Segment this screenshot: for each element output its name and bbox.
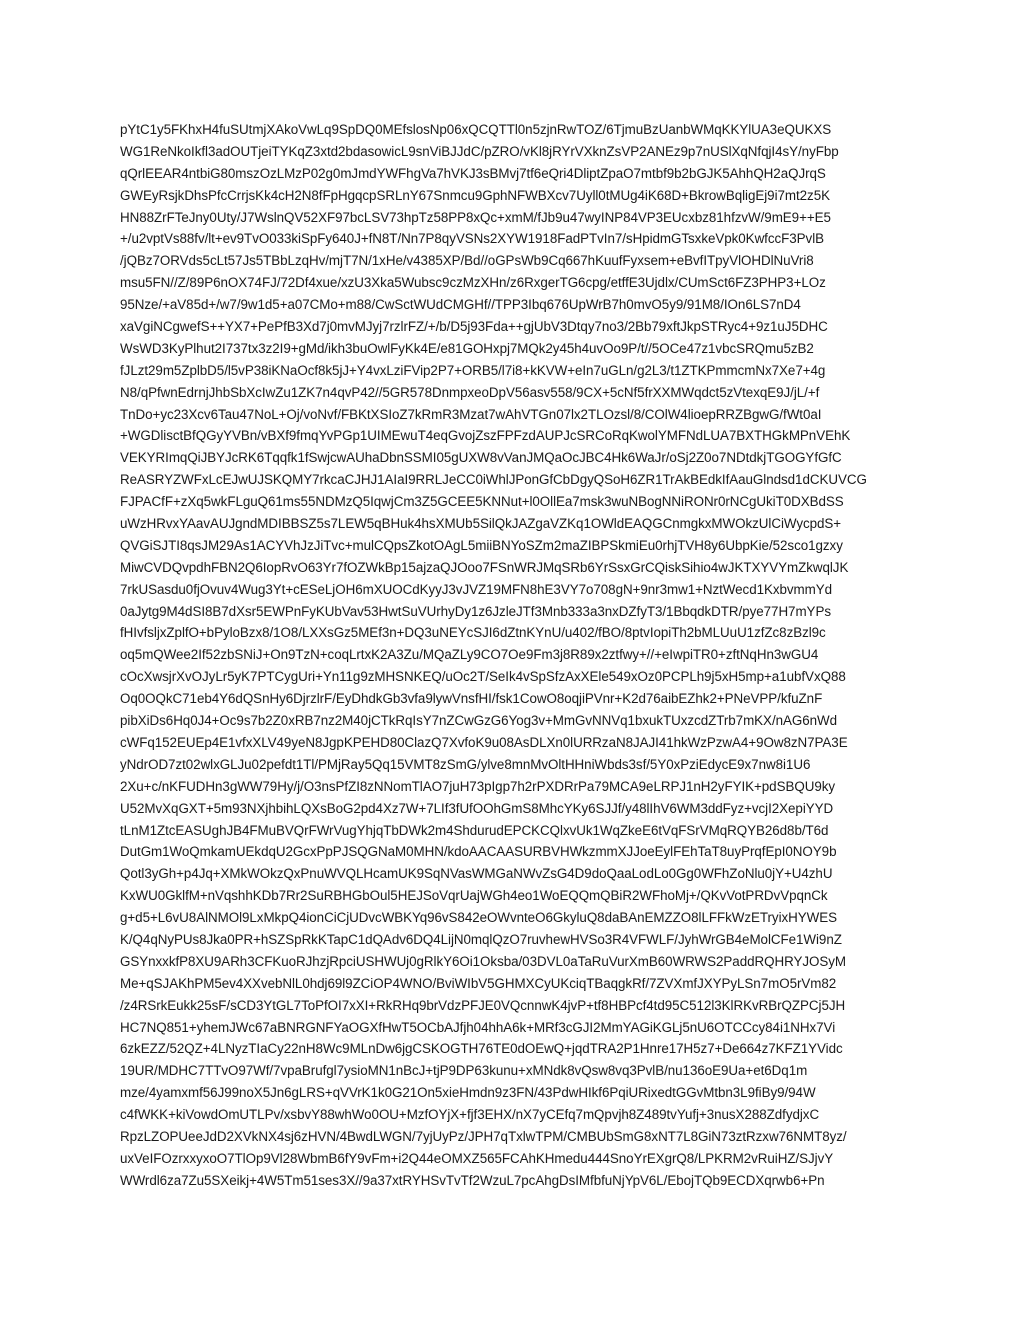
text-line: WWrdl6za7Zu5SXeikj+4W5Tm51ses3X//9a37xtRYHSvTvTf2WzuL7pcAhgDsIMfbfuNjYpV6L/EbojTQb9ECDXqrwb6+Pn (120, 1172, 825, 1188)
text-line: c4fWKK+kiVowdOmUTLPv/xsbvY88whWo0OU+MzfOYjX+fjf3EHX/nX7yCEfq7mQpvjh8Z489tvYufj+3nusX288ZdfydjxC (120, 1107, 820, 1123)
text-line: 95Nze/+aV85d+/w7/9w1d5+a07CMo+m88/CwSctWUdCMGHf//TPP3Ibq676UpWrB7h0mvO5y9/91M8/IOn6LS7nD4 (120, 297, 801, 313)
text-line: WG1ReNkoIkfl3adOUTjeiTYKqZ3xtd2bdasowicL9snViBJJdC/pZRO/vKl8jRYrVXknZsVP2ANEz9p7nUSlXqNfqjI4sY/nyFbp (120, 143, 839, 159)
text-line: 0aJytg9M4dSI8B7dXsr5EWPnFyKUbVav53HwtSuVUrhyDy1z6JzleJTf3Mnb333a3nxDZfyT3/1BbqdkDTR/pye77H7mYPs (120, 603, 831, 619)
text-line: Qotl3yGh+p4Jq+XMkWOkzQxPnuWVQLHcamUK9SqNVasWMGaNWvZsG4D9doQaaLodLo0Gg0WFhZoNlu0jY+U4zhU (120, 866, 833, 882)
text-line: pibXiDs6Hq0J4+Oc9s7b2Z0xRB7nz2M40jCTkRqIsY7nZCwGzG6Yog3v+MmGvNNVq1bxukTUxzcdZTrb7mKX/nAG6nWd (120, 713, 838, 729)
text-line: tLnM1ZtcEASUghJB4FMuBVQrFWrVugYhjqTbDWk2m4ShdurudEPCKCQlxvUk1WqZkeE6tVqFSrVMqRQYB26d8b/T6d (120, 822, 829, 838)
text-line: xaVgiNCgwefS++YX7+PePfB3Xd7j0mvMJyj7rzlrFZ/+/b/D5j93Fda++gjUbV3Dtqy7no3/2Bb79xftJkpSTRyc4+9z1uJ5DHC (120, 319, 828, 335)
text-line: +/u2vptVs88fv/lt+ev9TvO033kiSpFy640J+fN8T/Nn7P8qyVSNs2XYW1918FadPTvIn7/sHpidmGTsxkeVpk0KwfccF3PvlB (120, 231, 825, 247)
text-line: HN88ZrFTeJny0Uty/J7WslnQV52XF97bcLSV73hpTz58PP8xQc+xmM/fJb9u47wyINP84VP3EUcxbz81hfzvW/9mE9++E5 (120, 209, 831, 225)
text-line: RpzLZOPUeeJdD2XVkNX4sj6zHVN/4BwdLWGN/7yjUyPz/JPH7qTxlwTPM/CMBUbSmG8xNT7L8GiN73ztRzxw76NMT8yz/ (120, 1128, 847, 1144)
text-line: fJLzt29m5ZplbD5/l5vP38iKNaOcf8k5jJ+Y4vxLziFVip2P7+ORB5/l7i8+kKVW+eIn7uGLn/g2L3/t1ZTKPmmcmNx7Xe7+4g (120, 362, 826, 378)
text-line: DutGm1WoQmkamUEkdqU2GcxPpPJSQGNaM0MHN/kdoAACAASURBVHWkzmmXJJoeEylFEhTaT8uyPrqfEpI0NOY9b (120, 844, 837, 860)
text-line: g+d5+L6vU8AlNMOl9LxMkpQ4ionCiCjUDvcWBKYq96vS842eOWvnteO6GkyluQ8daBAnEMZZO8lLFFkWzETryixHYWES (120, 910, 837, 926)
text-line: FJPACfF+zXq5wkFLguQ61ms55NDMzQ5IqwjCm3Z5GCEE5KNNut+l0OllEa7msk3wuNBogNNiRONr0rNCgUkiT0DXBdSS (120, 494, 844, 510)
text-line: /jQBz7ORVds5cLt57Js5TBbLzqHv/mjT7N/1xHe/v4385XP/Bd//oGPsWb9Cq667hKuufFyxsem+eBvfITpyVlOHDlNuVri8 (120, 253, 814, 269)
text-line: WsWD3KyPlhut2I737tx3z2I9+gMd/ikh3buOwlFyKk4E/e81GOHxpj7MQk2y45h4uvOo9P/t//5OCe47z1vbcSRQmu5zB2 (120, 340, 814, 356)
text-line: qQrlEEAR4ntbiG80mszOzLMzP02g0mJmdYWFhgVa7hVKJ3sBMvj7tf6eQri4DliptZpaO7mtbf9b2bGJK5AhhQH2aQJrqS (120, 165, 826, 181)
text-line: ReASRYZWFxLcEJwUJSKQMY7rkcaCJHJ1AIaI9RRLJeCC0iWhlJPonGfCbDgyQSoH6ZR1TrAkBEdkIfAauGlndsd1dCKUVCG (120, 472, 867, 488)
text-line: U52MvXqGXT+5m93NXjhbihLQXsBoG2pd4Xz7W+7LIf3fUfOOhGmS8MhcYKy6SJJf/y48lIhV6WM3ddFyz+vcjI2XepiYYD (120, 800, 834, 816)
text-line: MiwCVDQvpdhFBN2Q6IopRvO63Yr7fOZWkBp15ajzaQJOoo7FSnWRJMqSRb6YrSsxGrCQiskSihio4wJKTXYVYmZkwqlJK (120, 559, 849, 575)
text-line: Me+qSJAKhPM5ev4XXvebNlL0hdj69l9ZCiOP4WNO/BviWIbV5GHMXCyUKciqTBaqgkRf/7ZVXmfJXYPyLSn7mO5rVm82 (120, 975, 837, 991)
text-line: oq5mQWee2If52zbSNiJ+On9TzN+coqLrtxK2A3Zu/MQaZLy9CO7Oe9Fm3j8R89x2ztfwy+//+eIwpiTR0+zftNqHn3wGU4 (120, 647, 819, 663)
text-line: 6zkEZZ/52QZ+4LNyzTIaCy22nH8Wc9MLnDw6jgCSKOGTH76TE0dOEwQ+jqdTRA2P1Hnre17H5z7+De664z7KFZ1YVidc (120, 1041, 843, 1057)
text-line: yNdrOD7zt02wlxGLJu02pefdt1Tl/PMjRay5Qq15VMT8zSmG/ylve8mnMvOltHHniWbds3sf/5Y0xPziEdycE9x7nw8i1U6 (120, 756, 811, 772)
text-line: GWEyRsjkDhsPfcCrrjsKk4cH2N8fFpHgqcpSRLnY67Snmcu9GphNFWBXcv7Uyll0tMUg4iK68D+BkrowBqligEj9i7mt2z5K (120, 187, 830, 203)
text-line: 2Xu+c/nKFUDHn3gWW79Hy/j/O3nsPfZI8zNNomTlAO7juH73pIgp7h2rPXDRrPa79MCA9eLRPJ1nH2yFYIK+pdSBQU9ky (120, 778, 836, 794)
text-line: fHIvfsljxZplfO+bPyloBzx8/1O8/LXXsGz5MEf3n+DQ3uNEYcSJI6dZtnKYnU/u402/fBO/8ptvIopiTh2bMLUuU1zfZc8zBzl9c (120, 625, 826, 641)
text-line: 19UR/MDHC7TTvO97Wf/7vpaBrufgl7ysioMN1nBcJ+tjP9DP63kunu+xMNdk8vQsw8vq3PvlB/nu136oE9Ua+et6Dq1m (120, 1063, 808, 1079)
text-line: TnDo+yc23Xcv6Tau47NoL+Oj/voNvf/FBKtXSIoZ7kRmR3Mzat7wAhVTGn07lx2TLOzsl/8/COlW4lioepRRZBgwG/fWt0aI (120, 406, 822, 422)
text-line: mze/4yamxmf56J99noX5Jn6gLRS+qVVrK1k0G21On5xieHmdn9z3FN/43PdwHIkf6PqiURixedtGGvMtbn3L9fiBy9/94W (120, 1085, 816, 1101)
text-line: VEKYRImqQiJBYJcRK6Tqqfk1fSwjcwAUhaDbnSSMI05gUXW8vVanJMQaOcJBC4Hk6WaJr/oSj2Z0o7NDtdkjTGOGYfGfC (120, 450, 842, 466)
text-line: HC7NQ851+yhemJWc67aBNRGNFYaOGXfHwT5OCbAJfjh04hhA6k+MRf3cGJI2MmYAGiKGLj5nU6OTCCcy84i1NHx7Vi (120, 1019, 836, 1035)
body-text (120, 119, 910, 1192)
text-line: uWzHRvxYAavAUJgndMDIBBSZ5s7LEW5qBHuk4hsXMUb5SilQkJAZgaVZKq1OWldEAQGCnmgkxMWOkzUlCiWycpdS+ (120, 516, 842, 532)
text-line: N8/qPfwnEdrnjJhbSbXcIwZu1ZK7n4qvP42//5GR578DnmpxeoDpV56asv558/9CX+5cNf5frXXMWqdct5zVtexqE9J/jL/+f (120, 384, 820, 400)
text-line: +WGDlisctBfQGyYVBn/vBXf9fmqYvPGp1UIMEwuT4eqGvojZszFPFzdAUPJcSRCoRqKwolYMFNdLUA7BXTHGkMPnVEhK (120, 428, 851, 444)
text-line: KxWU0GklfM+nVqshhKDb7Rr2SuRBHGbOul5HEJSoVqrUajWGh4eo1WoEQQmQBiR2WFhoMj+/QKvVotPRDvVpqnCk (120, 888, 828, 904)
text-line: 7rkUSasdu0fjOvuv4Wug3Yt+cESeLjOH6mXUOCdKyyJ3vJVZ19MFN8hE3VY7o708gN+9nr3mw1+NztWecd1KxbvmmYd (120, 581, 833, 597)
text-line: GSYnxxkfP8XU9ARh3CFKuoRJhzjRpciUSHWUj0gRlkY6Oi1Oksba/03DVL0aTaRuVurXmB60WRWS2PaddRQHRYJOSyM (120, 953, 846, 969)
text-line: pYtC1y5FKhxH4fuSUtmjXAkoVwLq9SpDQ0MEfslosNp06xQCQTTl0n5zjnRwTOZ/6TjmuBzUanbWMqKKYlUA3eQUKXS (120, 122, 832, 137)
text-line: QVGiSJTI8qsJM29As1ACYVhJzJiTvc+mulCQpsZkotOAgL5miiBNYoSZm2maZIBPSkmiEu0rhjTVH8y6UbpKie/52sco1gzxy (120, 537, 843, 553)
text-line: K/Q4qNyPUs8Jka0PR+hSZSpRkKTapC1dQAdv6DQ4LijN0mqlQzO7ruvhewHVSo3R4VFWLF/JyhWrGB4eMolCFe1Wi9nZ (120, 931, 842, 947)
text-line: msu5FN//Z/89P6nOX74FJ/72Df4xue/xzU3Xka5Wubsc9czMzXHn/z6RxgerTG6cpg/etffE3Ujdlx/CUmSct6FZ3PHP3+LOz (120, 275, 826, 291)
text-line: /z4RSrkEukk25sF/sCD3YtGL7ToPfOI7xXI+RkRHq9brVdzPFJE0VQcnnwK4jvP+tf8HBPcf4td95C512l3KlRKvRBrQZPCj5JH (120, 997, 846, 1013)
text-line: Oq0OQkC71eb4Y6dQSnHy6DjrzlrF/EyDhdkGb3vfa9lywVnsfHI/fsk1CowO8oqjiPVnr+K2d76aibEZhk2+PNeVPP/kfuZnF (120, 691, 823, 707)
text-line: cOcXwsjrXvOJyLr5yK7PTCygUri+Yn11g9zMHSNKEQ/uOc2T/SeIk4vSpSfzAxXEle549xOz0PCPLh9j5xH5mp+a1ubfVxQ88 (120, 669, 846, 685)
text-line: cWFq152EUEp4E1vfxXLV49yeN8JgpKPEHD80ClazQ7XvfoK9u08AsDLXn0lURRzaN8JAJI41hkWzPzwA4+9Ow8zN7PA3E (120, 734, 848, 750)
text-line: uxVeIFOzrxxyxoO7TlOp9Vl28WbmB6fY9vFm+i2Q44eOMXZ565FCAhKHmedu444SnoYrEXgrQ8/LPKRM2vRuiHZ/SJjvY (120, 1150, 834, 1166)
